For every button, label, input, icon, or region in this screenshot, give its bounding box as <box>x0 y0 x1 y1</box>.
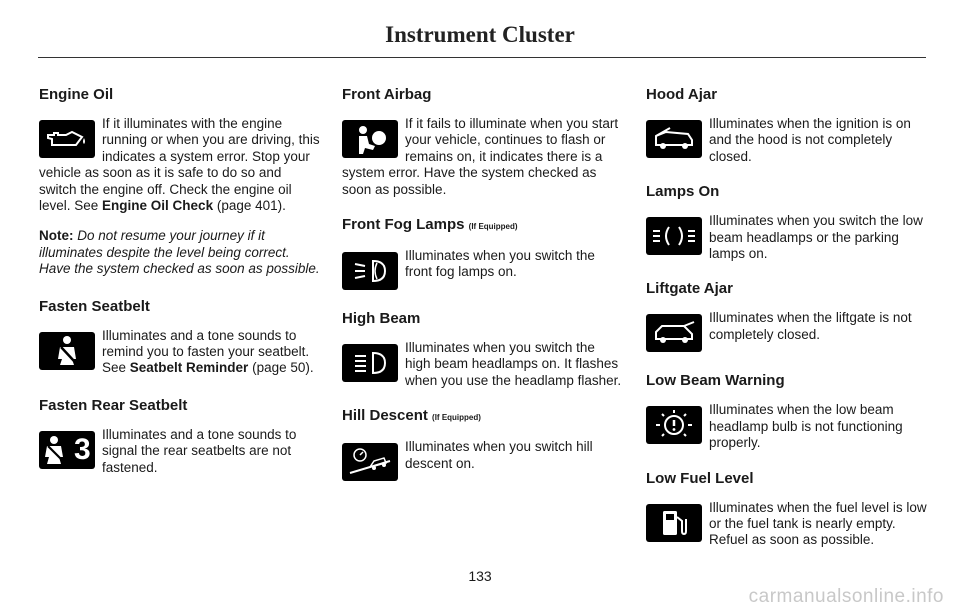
rear-seatbelt-number: 3 <box>73 432 91 466</box>
lamps-on-icon <box>646 217 702 255</box>
engine-oil-note <box>39 228 321 277</box>
fasten-seatbelt-ref: (page 50). <box>248 360 314 376</box>
header-rule <box>38 57 926 58</box>
hill-descent-entry <box>342 439 624 483</box>
fasten-seatbelt-entry <box>39 328 321 377</box>
section-title-front-fog <box>342 216 624 236</box>
airbag-icon <box>342 120 398 158</box>
section-title-low-fuel: Low Fuel Level <box>646 469 754 487</box>
front-airbag-text: If it fails to illuminate when you start your vehicle, continues to flash or remains on, it indicates there is a system error. Have the system checked as soon as possible. <box>342 116 619 197</box>
hood-ajar-entry <box>646 116 928 165</box>
section-title-engine-oil: Engine Oil <box>39 86 114 103</box>
column-1 <box>39 86 321 490</box>
page-title: Instrument Cluster <box>385 22 575 47</box>
hood-ajar-icon <box>646 120 702 158</box>
engine-oil-link[interactable]: Engine Oil Check <box>102 198 214 214</box>
section-title-low-beam-warning: Low Beam Warning <box>646 372 785 390</box>
engine-oil-ref: (page 401). <box>213 198 286 214</box>
front-fog-qualifier: (If Equipped) <box>468 222 518 232</box>
engine-oil-text: If it illuminates with the engine running or when you are driving, this indicates a system error. Stop your vehicle as soon as it is safe to do so and switch the engine off. Check the engine oil level. See <box>39 116 320 214</box>
lamps-on-entry <box>646 213 928 262</box>
section-title-high-beam: High Beam <box>342 310 421 328</box>
low-beam-warning-entry <box>646 402 928 451</box>
low-fuel-entry <box>646 500 928 549</box>
hill-descent-qualifier: (If Equipped) <box>432 413 481 423</box>
low-beam-warning-icon <box>646 406 702 444</box>
hill-descent-text: Illuminates when you switch hill descent on. <box>405 439 593 471</box>
hood-ajar-text: Illuminates when the ignition is on and the hood is not completely closed. <box>709 116 911 164</box>
note-label: Note: <box>39 228 74 244</box>
high-beam-icon <box>342 344 398 382</box>
section-title-fasten-seatbelt: Fasten Seatbelt <box>39 297 150 315</box>
column-3 <box>646 86 928 563</box>
section-title-lamps-on: Lamps On <box>646 183 720 201</box>
section-title-hood-ajar: Hood Ajar <box>646 86 718 103</box>
section-title-hill-descent <box>342 407 624 427</box>
liftgate-ajar-entry <box>646 310 928 354</box>
fasten-rear-seatbelt-text: Illuminates and a tone sounds to signal the rear seatbelts are not fastened. <box>102 426 297 475</box>
high-beam-entry <box>342 340 624 389</box>
front-airbag-entry <box>342 116 624 198</box>
lamps-on-text: Illuminates when you switch the low beam headlamps or the parking lamps on. <box>709 213 923 262</box>
section-title-liftgate-ajar: Liftgate Ajar <box>646 280 733 298</box>
fuel-pump-icon <box>646 504 702 542</box>
fasten-rear-seatbelt-entry <box>39 427 321 476</box>
low-fuel-text: Illuminates when the fuel level is low or the fuel tank is nearly empty. Refuel as soon as possible. <box>709 499 927 548</box>
seatbelt-icon <box>39 332 95 370</box>
fog-lamp-icon <box>342 252 398 290</box>
low-beam-warning-text: Illuminates when the low beam headlamp bulb is not functioning properly. <box>709 402 903 451</box>
hill-descent-title: Hill Descent <box>342 407 428 425</box>
column-2 <box>342 86 624 497</box>
fasten-seatbelt-text: Illuminates and a tone sounds to remind you to fasten your seatbelt. See <box>102 327 310 376</box>
front-fog-title: Front Fog Lamps <box>342 216 465 234</box>
hill-descent-icon <box>342 443 398 481</box>
high-beam-text: Illuminates when you switch the high beam headlamps on. It flashes when you use the headlamp flasher. <box>405 340 622 388</box>
liftgate-ajar-icon <box>646 314 702 352</box>
section-title-fasten-rear-seatbelt: Fasten Rear Seatbelt <box>39 396 188 414</box>
front-fog-text: Illuminates when you switch the front fog lamps on. <box>405 248 595 280</box>
watermark: carmanualsonline.info <box>748 586 944 607</box>
page-number: 133 <box>468 568 492 584</box>
engine-oil-entry <box>39 116 321 214</box>
note-text: Do not resume your journey if it illuminates despite the level being correct. Have the system checked as soon as possible. <box>39 228 320 277</box>
engine-oil-icon <box>39 120 95 158</box>
section-title-front-airbag: Front Airbag <box>342 86 432 103</box>
rear-seatbelt-icon <box>39 431 95 469</box>
liftgate-ajar-text: Illuminates when the liftgate is not completely closed. <box>709 310 912 342</box>
front-fog-entry <box>342 248 624 292</box>
seatbelt-reminder-link[interactable]: Seatbelt Reminder <box>129 360 249 376</box>
